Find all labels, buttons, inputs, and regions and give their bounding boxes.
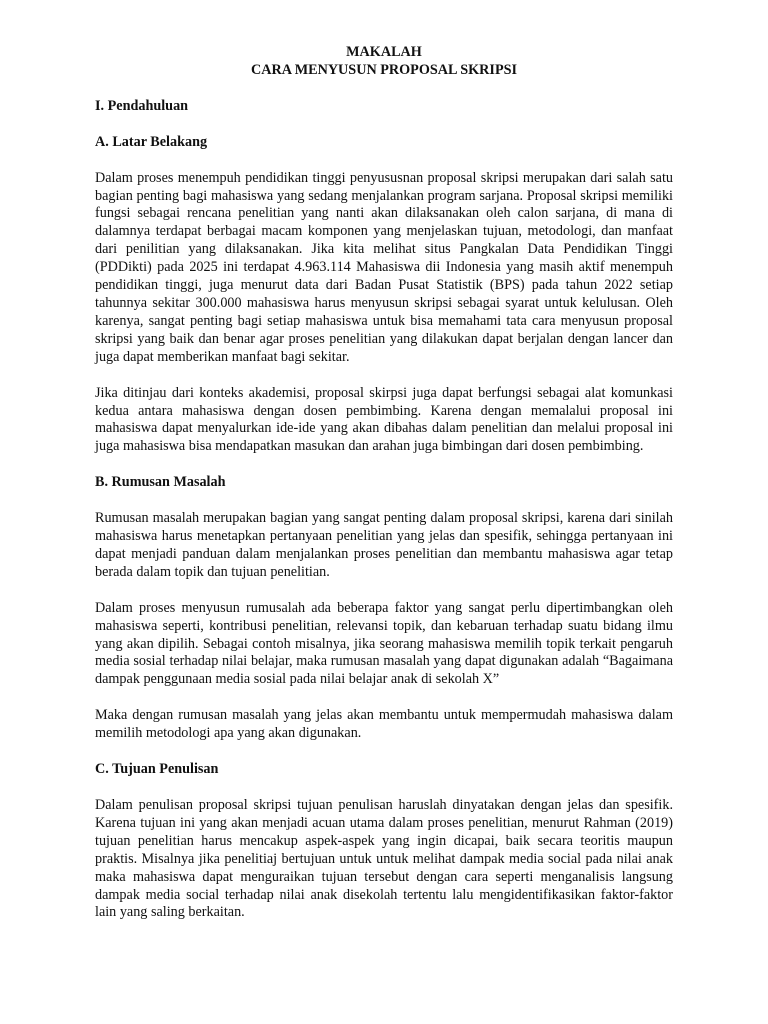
paragraph: Rumusan masalah merupakan bagian yang sangat penting dalam proposal skripsi, karena dari sinilah mahasiswa harus menetapkan pertanyaan penelitian yang jelas dan spesifik, sehingga pertanyaan ini dapat menjadi panduan dalam menjalankan proses penelitian dan membantu mahasiswa agar tetap berada dalam topik dan tujuan penelitian. [95,510,673,580]
document-page [95,44,673,922]
paragraph: Jika ditinjau dari konteks akademisi, proposal skirpsi juga dapat berfungsi sebagai alat komunkasi kedua antara mahasiswa dengan dosen pembimbing. Karena dengan memalalui proposal ini mahasiswa dapat menyalurkan ide-ide yang akan dibahas dalam penelitian dan melalui proposal ini juga mahasiswa bisa mendapatkan masukan dan arahan juga bimbingan dari dosen pembimbing. [95,384,673,455]
paragraph: Dalam penulisan proposal skripsi tujuan penulisan haruslah dinyatakan dengan jelas dan spesifik. Karena tujuan ini yang akan menjadi acuan utama dalam proses penelitian, menurut Rahman (2019) tujuan penelitian harus mencakup aspek-aspek yang ingin dicapai, baik secara teoritis maupun praktis. Misalnya jika penelitiaj bertujuan untuk untuk melihat dampak media social pada nilai anak maka mahasiswa dapat menguraikan tujuan tersebut dengan cara seperti menganalisis langsung dampak media social terhadap nilai anak disekolah tertentu lalu mengidentifikasikan faktor-faktor lain yang saling berkaitan. [95,797,673,921]
document-title-line2: CARA MENYUSUN PROPOSAL SKRIPSI [250,61,518,78]
paragraph: Maka dengan rumusan masalah yang jelas akan membantu untuk mempermudah mahasiswa dalam memilih metodologi apa yang akan digunakan. [95,707,673,742]
paragraph: Dalam proses menyusun rumusalah ada beberapa faktor yang sangat perlu dipertimbangkan oleh mahasiswa seperti, kontribusi penelitian, relevansi topik, dan kebaruan terhadap suatu bidang ilmu yang akan dipilih. Sebagai contoh misalnya, jika seorang mahasiswa memilih topik terkait pengaruh media sosial terhadap nilai belajar, maka rumusan masalah yang dapat digunakan adalah “Bagaimana dampak penggunaan media sosial pada nilai belajar anak di sekolah X” [95,599,673,688]
subsection-heading-tujuan-penulisan: C. Tujuan Penulisan [95,761,219,778]
paragraph: Dalam proses menempuh pendidikan tinggi penyususnan proposal skripsi merupakan dari salah satu bagian penting bagi mahasiswa yang sedang menjalankan program sarjana. Proposal skripsi memiliki fungsi sebagai rencana penelitian yang nanti akan dilaksanakan oleh calon sarjana, di mana di dalamnya terdapat berbagai macam komponen yang menjelaskan tujuan, metodologi, dan manfaat dari penilitian yang dilaksanakan. Jika kita melihat situs Pangkalan Data Pendidikan Tinggi (PDDikti) pada 2025 ini terdapat 4.963.114 Mahasiswa dii Indonesia yang masih aktif menempuh pendidikan tinggi, juga menurut data dari Badan Pusat Statistik (BPS) pada tahun 2022 setiap tahunnya sekitar 300.000 mahasiswa harus menyusun skripsi sebagai syarat untuk kelulusan. Oleh karenya, sangat penting bagi setiap mahasiswa untuk bisa memahami tata cara menyusun proposal skripsi yang baik dan benar agar proses penelitian yang dilakukan dapat berjalan dengan lancer dan juga dapat memberikan manfaat bagi sekitar. [95,169,673,365]
subsection-heading-rumusan-masalah: B. Rumusan Masalah [95,474,226,491]
subsection-heading-latar-belakang: A. Latar Belakang [95,133,208,150]
document-title-line1: MAKALAH [346,44,422,60]
section-heading-pendahuluan: I. Pendahuluan [95,97,189,114]
